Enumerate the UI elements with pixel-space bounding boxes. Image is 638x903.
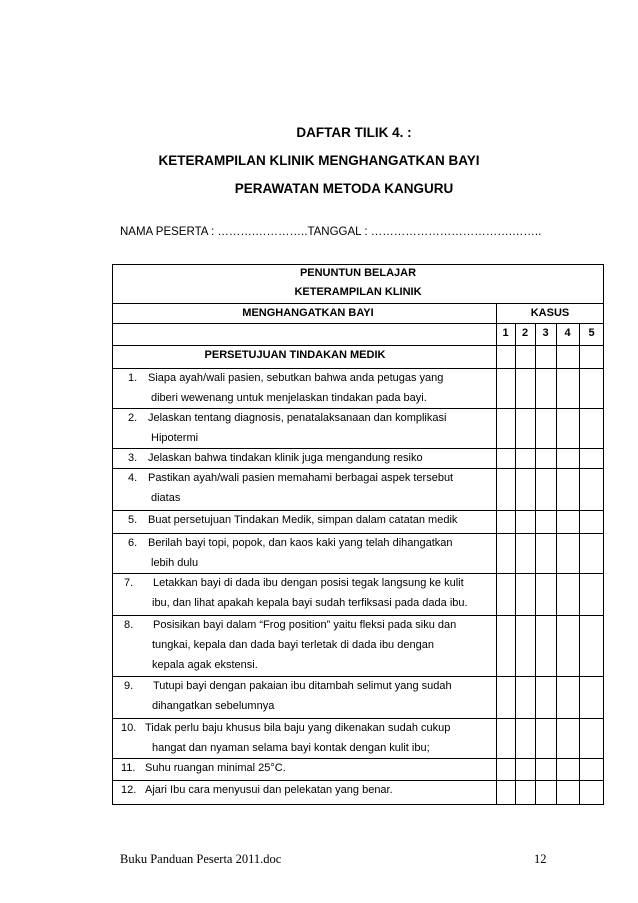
list-item-text: Jelaskan bahwa tindakan klinik juga mengandung resiko xyxy=(148,452,423,464)
item-number: 5. xyxy=(128,514,138,526)
item-number: 12. xyxy=(121,784,137,796)
list-item-text: Pastikan ayah/wali pasien memahami berbagai aspek tersebut xyxy=(148,472,454,484)
list-item-text: Letakkan bayi di dada ibu dengan posisi tegak langsung ke kulit xyxy=(153,577,464,589)
list-item-text: Ajari Ibu cara menyusui dan pelekatan yang benar. xyxy=(145,784,393,796)
list-item-text: Suhu ruangan minimal 25°C. xyxy=(145,762,286,774)
document-title: DAFTAR TILIK 4. : xyxy=(296,125,412,140)
list-item-text: diberi wewenang untuk menjelaskan tindakan pada bayi. xyxy=(151,392,427,404)
item-number: 10. xyxy=(121,722,137,734)
list-item-text: Jelaskan tentang diagnosis, penatalaksanaan dan komplikasi xyxy=(148,412,447,424)
list-item-text: ibu, dan lihat apakah kepala bayi sudah terfiksasi pada dada ibu. xyxy=(152,597,468,609)
list-item-text: lebih dulu xyxy=(151,557,199,569)
list-item-text: Berilah bayi topi, popok, dan kaos kaki yang telah dihangatkan xyxy=(148,537,453,549)
item-number: 4. xyxy=(128,472,138,484)
item-number: 2. xyxy=(128,412,138,424)
case-number-5: 5 xyxy=(588,327,595,339)
item-number: 6. xyxy=(128,537,138,549)
table-header-title: PENUNTUN BELAJAR xyxy=(299,267,417,279)
case-number-4: 4 xyxy=(564,327,571,339)
item-number: 3. xyxy=(128,452,138,464)
case-number-1: 1 xyxy=(502,327,509,339)
column-header-cases: KASUS xyxy=(530,307,570,319)
column-header-procedure: MENGHANGATKAN BAYI xyxy=(242,307,374,319)
table-header-subtitle: KETERAMPILAN KLINIK xyxy=(294,286,422,298)
footer-document-name: Buku Panduan Peserta 2011.doc xyxy=(120,852,282,866)
list-item-text: hangat dan nyaman selama bayi kontak dengan kulit ibu; xyxy=(152,742,430,754)
list-item-text: Buat persetujuan Tindakan Medik, simpan dalam catatan medik xyxy=(148,514,458,526)
list-item-text: diatas xyxy=(151,492,181,504)
case-number-3: 3 xyxy=(542,327,549,339)
list-item-text: Tutupi bayi dengan pakaian ibu ditambah selimut yang sudah xyxy=(153,680,452,692)
document-subtitle: KETERAMPILAN KLINIK MENGHANGATKAN BAYI xyxy=(158,153,480,168)
list-item-text: kepala agak ekstensi. xyxy=(152,659,258,671)
item-number: 8. xyxy=(124,619,134,631)
list-item-text: tungkai, kepala dan dada bayi terletak di dada ibu dengan xyxy=(152,639,434,651)
footer-page-number: 12 xyxy=(534,852,547,866)
list-item-text: Posisikan bayi dalam “Frog position” yaitu fleksi pada siku dan xyxy=(153,619,457,631)
participant-name-date-line: NAMA PESERTA : ……….…………..TANGGAL : ……………………………….…….. xyxy=(120,226,542,238)
list-item-text: dihangatkan sebelumnya xyxy=(152,700,275,712)
item-number: 7. xyxy=(124,577,134,589)
list-item-text: Hipotermi xyxy=(151,432,199,444)
item-number: 11. xyxy=(121,762,136,774)
list-item-text: Siapa ayah/wali pasien, sebutkan bahwa anda petugas yang xyxy=(148,372,444,384)
case-number-2: 2 xyxy=(521,327,529,339)
list-item-text: Tidak perlu baju khusus bila baju yang dikenakan sudah cukup xyxy=(145,722,451,734)
item-number: 9. xyxy=(124,680,134,692)
document-subtitle-2: PERAWATAN METODA KANGURU xyxy=(234,181,454,196)
item-number: 1. xyxy=(128,372,138,384)
section-title: PERSETUJUAN TINDAKAN MEDIK xyxy=(204,349,386,361)
